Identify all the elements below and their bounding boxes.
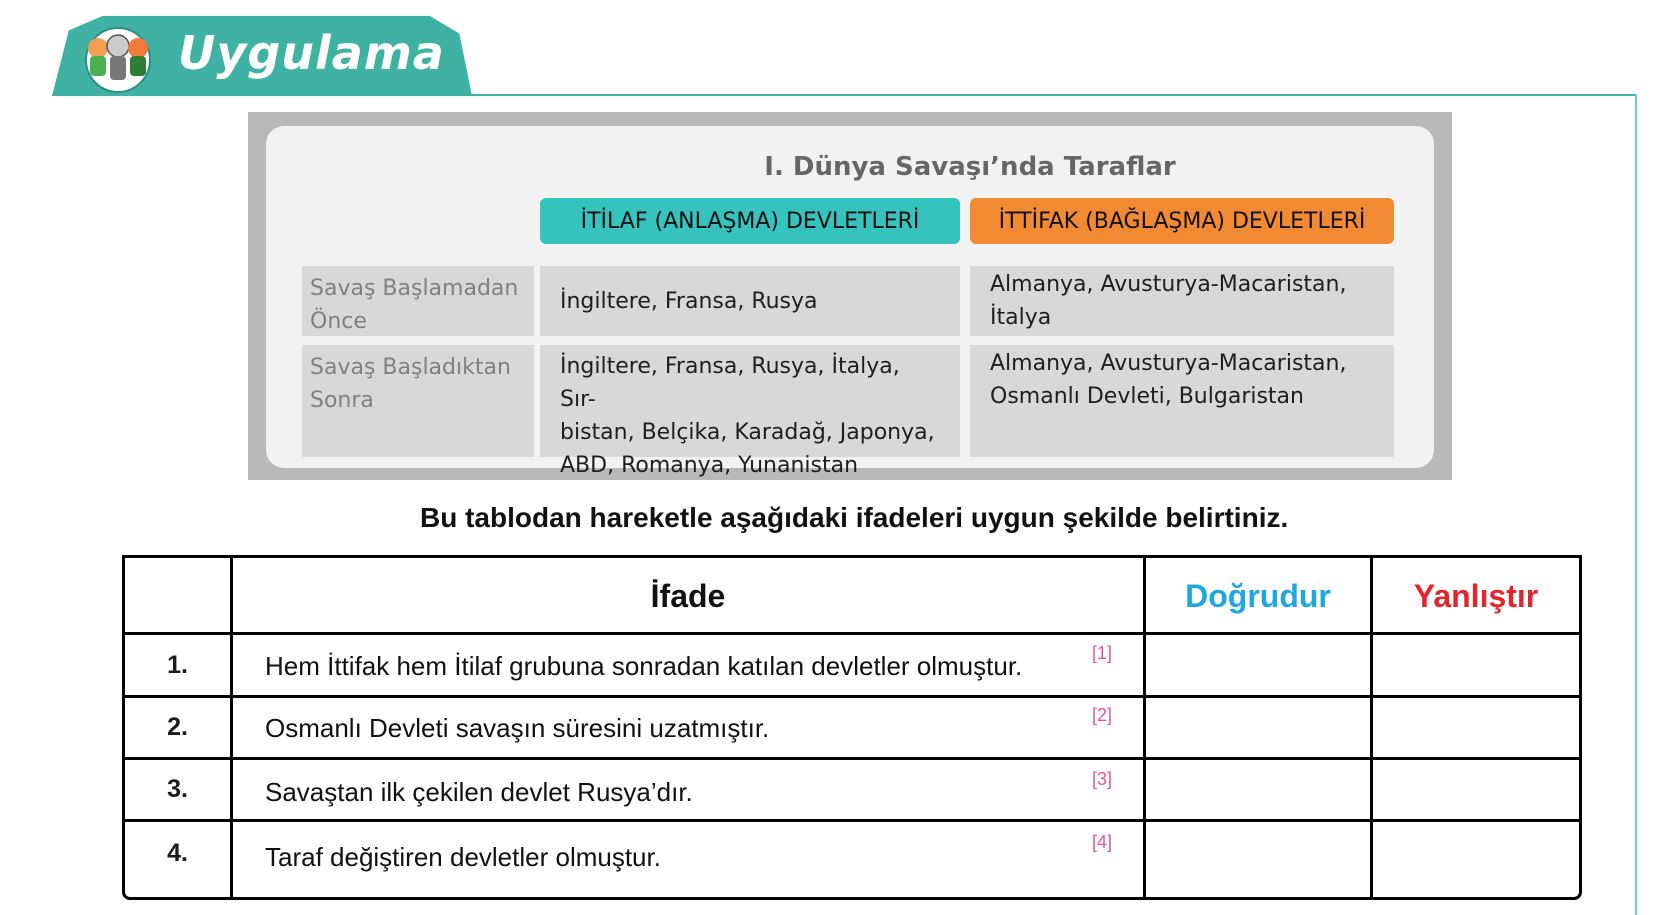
cell-line: Almanya, Avusturya-Macaristan,: [990, 351, 1347, 376]
cell-line: Almanya, Avusturya-Macaristan,: [990, 272, 1347, 297]
row-label-line: Savaş Başlamadan: [310, 276, 519, 301]
cell-line: İtalya: [990, 305, 1052, 330]
ittifak-header-label: İTTİFAK (BAĞLAŞMA) DEVLETLERİ: [998, 208, 1366, 234]
statement-text: Savaştan ilk çekilen devlet Rusya’dır.: [265, 777, 693, 807]
section-title: Uygulama: [178, 26, 445, 80]
statement-text: Hem İttifak hem İtilaf grubuna sonradan katılan devletler olmuştur.: [265, 651, 1023, 681]
row-label-line: Savaş Başladıktan: [310, 355, 511, 380]
row-number: 3.: [167, 775, 188, 803]
itilaf-cell-before: [540, 266, 960, 336]
statement-text: Taraf değiştiren devletler olmuştur.: [265, 842, 661, 872]
ittifak-cell-before: [970, 266, 1394, 336]
info-table-title: I. Dünya Savaşı’nda Taraflar: [764, 152, 1176, 182]
row-number: 4.: [167, 838, 188, 867]
ittifak-header: [970, 198, 1394, 244]
itilaf-header-label: İTİLAF (ANLAŞMA) DEVLETLERİ: [580, 208, 920, 234]
itilaf-header: [540, 198, 960, 244]
row-label-before: [302, 266, 534, 336]
reference-mark: [4]: [1092, 832, 1113, 852]
row-label-after: [302, 345, 534, 457]
page-border-right: [1635, 94, 1637, 915]
row-number: 1.: [167, 650, 188, 679]
true-answer-cell[interactable]: [1146, 822, 1370, 897]
row-label-line: Önce: [310, 309, 367, 334]
cell-line: bistan, Belçika, Karadağ, Japonya,: [560, 420, 935, 445]
mascot-icon: [70, 18, 166, 94]
false-answer-cell[interactable]: [1373, 760, 1579, 819]
true-answer-cell[interactable]: [1146, 698, 1370, 757]
true-header: Doğrudur: [1185, 577, 1331, 614]
answer-table: [122, 555, 1582, 900]
true-answer-cell[interactable]: [1146, 760, 1370, 819]
row-label-line: Sonra: [310, 388, 374, 413]
reference-mark: [3]: [1092, 769, 1113, 789]
reference-mark: [1]: [1092, 643, 1113, 663]
header-divider: [52, 94, 1637, 96]
false-header: Yanlıştır: [1413, 577, 1539, 614]
row-number: 2.: [167, 713, 188, 741]
instruction-text: Bu tablodan hareketle aşağıdaki ifadeleri uygun şekilde belirtiniz.: [420, 502, 1289, 533]
false-answer-cell[interactable]: [1373, 822, 1579, 897]
reference-mark: [2]: [1092, 705, 1113, 725]
statement-text: Osmanlı Devleti savaşın süresini uzatmıştır.: [265, 713, 770, 743]
itilaf-cell-after: [540, 345, 960, 478]
cell-line: ABD, Romanya, Yunanistan: [560, 453, 859, 478]
false-answer-cell[interactable]: [1373, 698, 1579, 757]
ittifak-cell-after: [970, 345, 1394, 457]
cell-line: Osmanlı Devleti, Bulgaristan: [990, 384, 1304, 409]
false-answer-cell[interactable]: [1373, 635, 1579, 695]
statement-header: İfade: [650, 577, 726, 614]
cell-line: İngiltere, Fransa, Rusya: [560, 288, 818, 314]
true-answer-cell[interactable]: [1146, 635, 1370, 695]
cell-line: İngiltere, Fransa, Rusya, İtalya, Sır-: [560, 354, 900, 412]
